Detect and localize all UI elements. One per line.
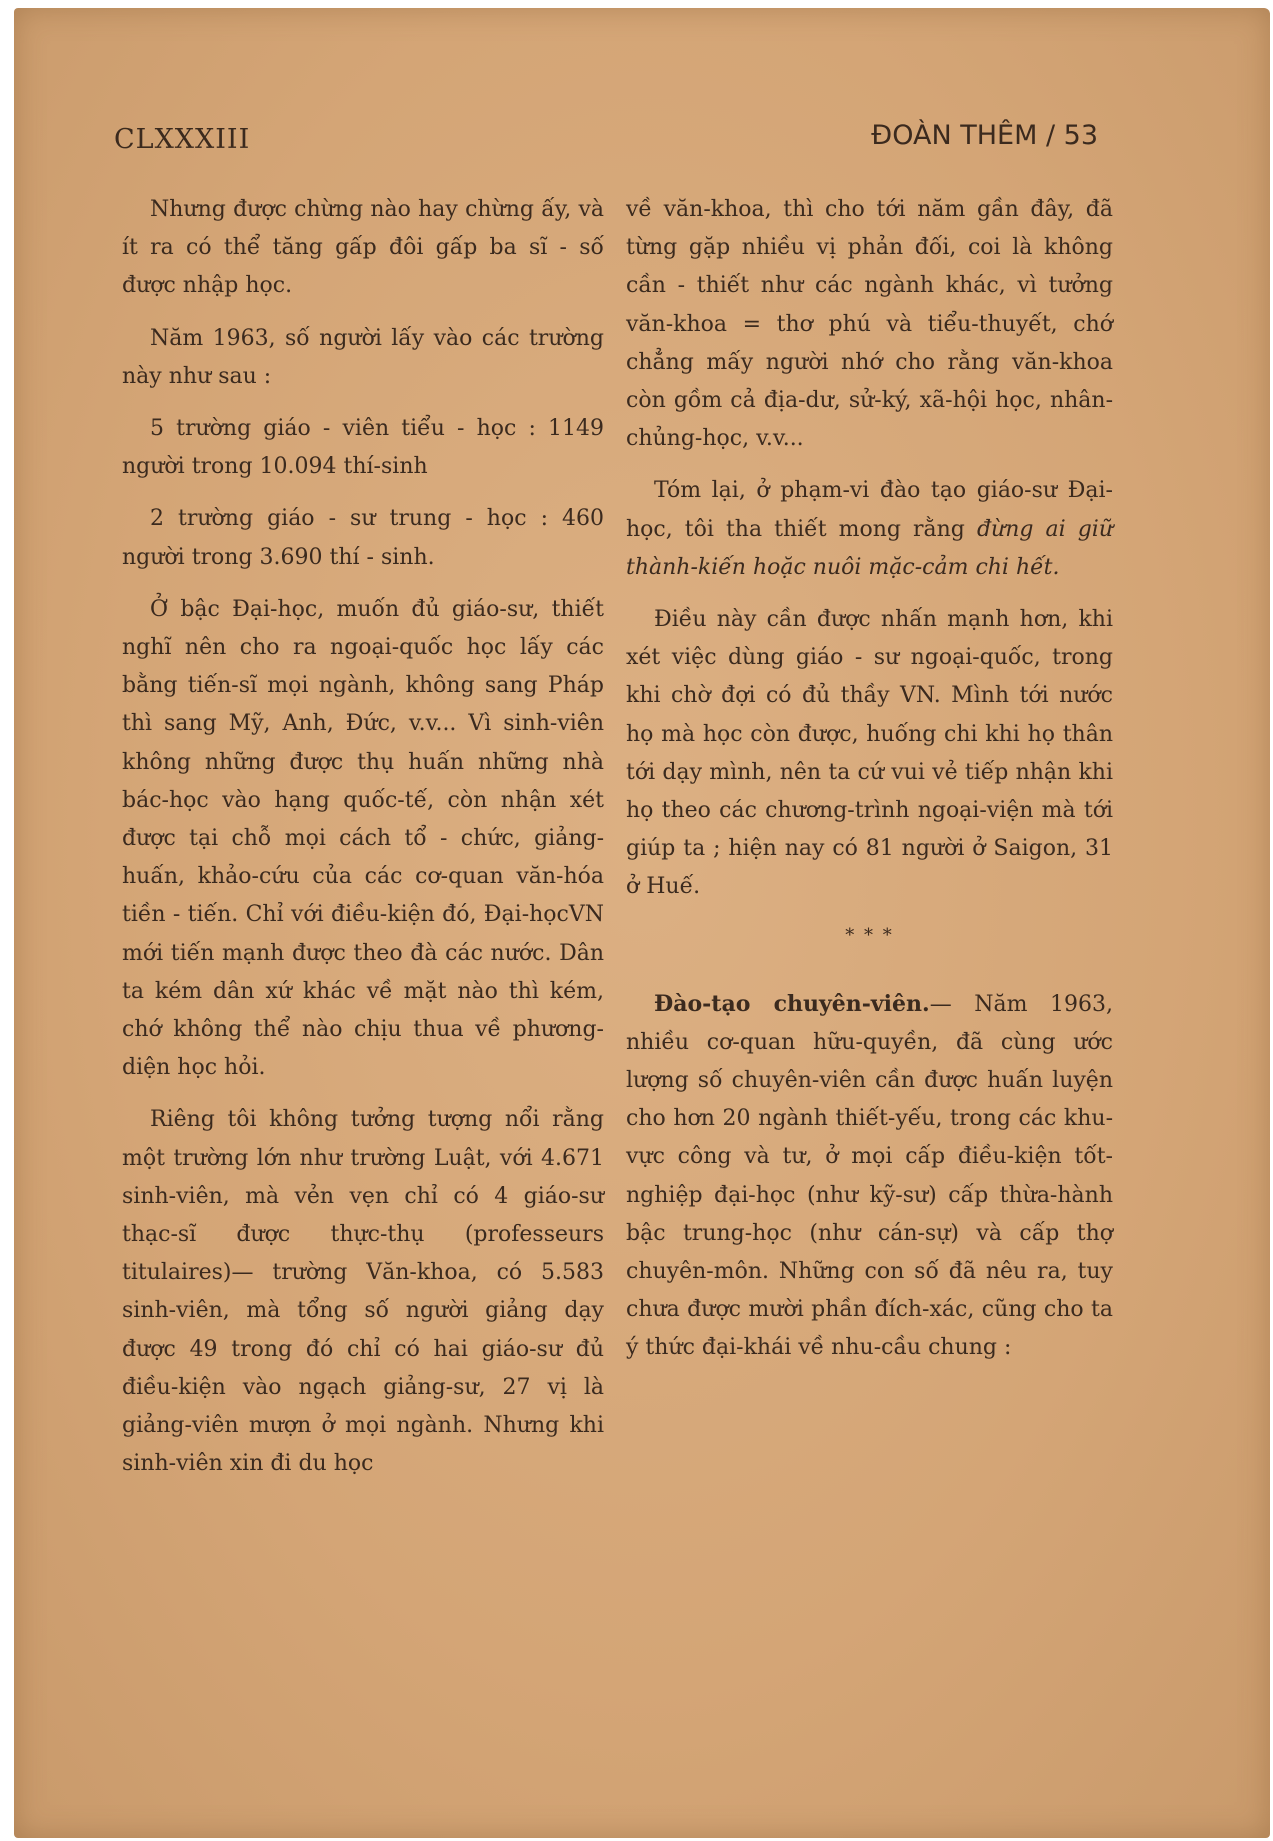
emphasis-text: đừng ai giữ thành-kiến hoặc nuôi mặc-cảm chi hết. (626, 516, 1113, 580)
paragraph: Ở bậc Đại-học, muốn đủ giáo-sư, thiết nghĩ nên cho ra ngoại-quốc học lấy các bằng tiến-sĩ mọi ngành, không sang Pháp thì sang Mỹ, Anh, Đức, v.v... Vì sinh-viên không những được thụ huấn những nhà bác-học vào hạng quốc-tế, còn nhận xét được tại chỗ mọi cách tổ - chức, giảng-huấn, khảo-cứu của các cơ-quan văn-hóa tiền - tiến. Chỉ với điều-kiện đó, Đại-họcVN mới tiến mạnh được theo đà các nước. Dân ta kém dân xứ khác về mặt nào thì kém, chớ không thể nào chịu thua về phương-diện học hỏi. (122, 596, 604, 1081)
paragraph: về văn-khoa, thì cho tới năm gần đây, đã từng gặp nhiều vị phản đối, coi là không cần - thiết như các ngành khác, vì tưởng văn-khoa = thơ phú và tiểu-thuyết, chớ chẳng mấy người nhớ cho rằng văn-khoa còn gồm cả địa-dư, sử-ký, xã-hội học, nhân-chủng-học, v.v... (626, 197, 1113, 452)
left-column (122, 191, 604, 1498)
paragraph: 5 trường giáo - viên tiểu - học : 1149 người trong 10.094 thí-sinh (122, 416, 604, 480)
paragraph: Riêng tôi không tưởng tượng nổi rằng một trường lớn như trường Luật, với 4.671 sinh-viên, mà vẻn vẹn chỉ có 4 giáo-sư thạc-sĩ được thực-thụ (professeurs titulaires)— trường Văn-khoa, có 5.583 sinh-viên, mà tổng số người giảng dạy được 49 trong đó chỉ có hai giáo-sư đủ điều-kiện vào ngạch giảng-sư, 27 vị là giảng-viên mượn ở mọi ngành. Nhưng khi sinh-viên xin đi du học (122, 1107, 604, 1477)
paragraph-text: — Năm 1963, nhiều cơ-quan hữu-quyền, đã cùng ước lượng số chuyên-viên cần được huấn luyện cho hơn 20 ngành thiết-yếu, trong các khu-vực công và tư, ở mọi cấp điều-kiện tốt-nghiệp đại-học (như kỹ-sư) cấp thừa-hành bậc trung-học (như cán-sự) và cấp thợ chuyên-môn. Những con số đã nêu ra, tuy chưa được mười phần đích-xác, cũng cho ta ý thức đại-khái về nhu-cầu chung : (626, 991, 1113, 1361)
section-separator: * * * (845, 924, 894, 946)
author-page-number: ĐOÀN THÊM / 53 (871, 120, 1098, 151)
paragraph: Năm 1963, số người lấy vào các trường này như sau : (122, 325, 604, 389)
paragraph-text: Tóm lại, ở phạm-vi đào tạo giáo-sư Đại-học, tôi tha thiết mong rằng (626, 478, 1113, 542)
chapter-number: CLXXXIII (114, 124, 251, 155)
paragraph (626, 985, 1113, 1368)
paragraph: Điều này cần được nhấn mạnh hơn, khi xét việc dùng giáo - sư ngoại-quốc, trong khi chờ đợi có đủ thầy VN. Mình tới nước họ mà học còn được, huống chi khi họ thân tới dạy mình, nên ta cứ vui vẻ tiếp nhận khi họ theo các chương-trình ngoại-viện mà tới giúp ta ; hiện nay có 81 người ở Saigon, 31 ở Huế. (626, 607, 1113, 900)
paragraph: 2 trường giáo - sư trung - học : 460 người trong 3.690 thí - sinh. (122, 506, 604, 570)
right-column (626, 191, 1113, 1382)
paragraph (626, 472, 1113, 587)
paragraph: Nhưng được chừng nào hay chừng ấy, và ít ra có thể tăng gấp đôi gấp ba sĩ - số được nhập học. (122, 197, 604, 299)
section-heading: Đào-tạo chuyên-viên. (654, 990, 930, 1017)
book-page (14, 8, 1270, 1838)
